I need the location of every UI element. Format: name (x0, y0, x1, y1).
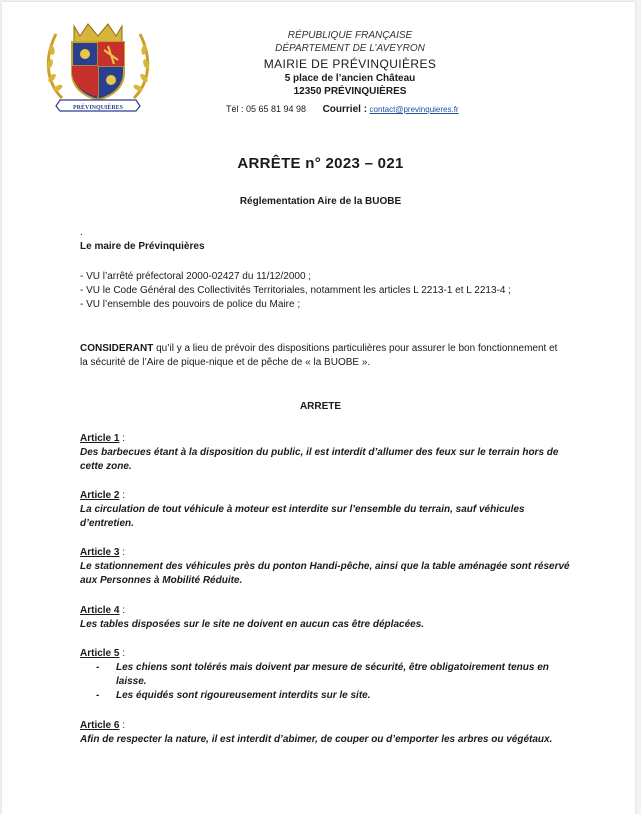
maire-line: Le maire de Prévinquières (80, 241, 205, 252)
article-text: Afin de respecter la nature, il est interdit d’abimer, de couper ou d’emporter les arbres ou végétaux. (80, 734, 553, 745)
mairie-name: MAIRIE DE PRÉVINQUIÈRES (263, 57, 437, 71)
address-line-1: 5 place de l’ancien Château (284, 73, 416, 84)
article-text: Des barbecues étant à la disposition du public, il est interdit d’allumer des feux sur le terrain hors de cette zone. (80, 447, 559, 472)
article-text: Les tables disposées sur le site ne doivent en aucun cas être déplacées. (80, 619, 425, 630)
article-label: Article 6 (80, 720, 120, 731)
article-colon: : (119, 648, 126, 659)
article-colon: : (119, 605, 126, 616)
article-2 (80, 489, 570, 531)
considerant-paragraph (80, 342, 560, 370)
vu-item: - VU le Code Général des Collectivités Territoriales, notamment les articles L 2213-1 et L 2213-4 ; (80, 285, 511, 296)
republique-line: RÉPUBLIQUE FRANÇAISE (287, 30, 413, 41)
list-item: - Les équidés sont rigoureusement interdits sur le site. (80, 689, 570, 703)
vu-item: - VU l’arrêté préfectoral 2000-02427 du 11/12/2000 ; (80, 271, 312, 282)
article-text: La circulation de tout véhicule à moteur est interdite sur l’ensemble du terrain, sauf véhicules d’entretien. (80, 504, 525, 529)
considerant-label: CONSIDERANT (80, 343, 154, 354)
vu-list (80, 270, 560, 312)
article-label: Article 3 (80, 547, 120, 558)
article-colon: : (119, 547, 126, 558)
email-link[interactable]: contact@previnquieres.fr (369, 105, 459, 114)
article-4 (80, 604, 570, 632)
contact-line (226, 104, 459, 115)
article-colon: : (119, 490, 126, 501)
letterhead (200, 29, 500, 98)
article-label: Article 4 (80, 605, 120, 616)
stray-dot: . (80, 227, 83, 238)
vu-item: - VU l’ensemble des pouvoirs de police du Maire ; (80, 299, 301, 310)
svg-text:PRÉVINQUIÈRES: PRÉVINQUIÈRES (72, 105, 124, 111)
courriel-label: Courriel : (322, 104, 368, 115)
phone-number: Tél : 05 65 81 94 98 (226, 104, 307, 114)
crest-banner-text (42, 20, 154, 112)
considerant-text: qu’il y a lieu de prévoir des dispositions particulières pour assurer le bon fonctionnement et la sécurité de l’Aire de pique-nique et de pêche de « la BUOBE ». (80, 343, 558, 368)
document-title: ARRÊTE n° 2023 – 021 (237, 155, 404, 172)
article-5-list (80, 661, 570, 703)
arrete-heading: ARRETE (299, 401, 342, 412)
article-6 (80, 719, 570, 747)
article-colon: : (119, 433, 126, 444)
article-3 (80, 546, 570, 588)
article-text: Le stationnement des véhicules près du ponton Handi-pêche, ainsi que la table aménagée sont réservé aux Personnes à Mobilité Réduite. (80, 561, 570, 586)
departement-line: DÉPARTEMENT DE L’AVEYRON (275, 43, 425, 54)
article-1 (80, 432, 570, 474)
document-subtitle: Réglementation Aire de la BUOBE (239, 196, 402, 207)
article-label: Article 2 (80, 490, 120, 501)
article-colon: : (119, 720, 126, 731)
article-label: Article 5 (80, 648, 120, 659)
address-line-2: 12350 PRÉVINQUIÈRES (293, 86, 407, 97)
article-5 (80, 647, 570, 703)
list-item: - Les chiens sont tolérés mais doivent par mesure de sécurité, être obligatoirement tenus en laisse. (80, 661, 570, 689)
article-label: Article 1 (80, 433, 120, 444)
